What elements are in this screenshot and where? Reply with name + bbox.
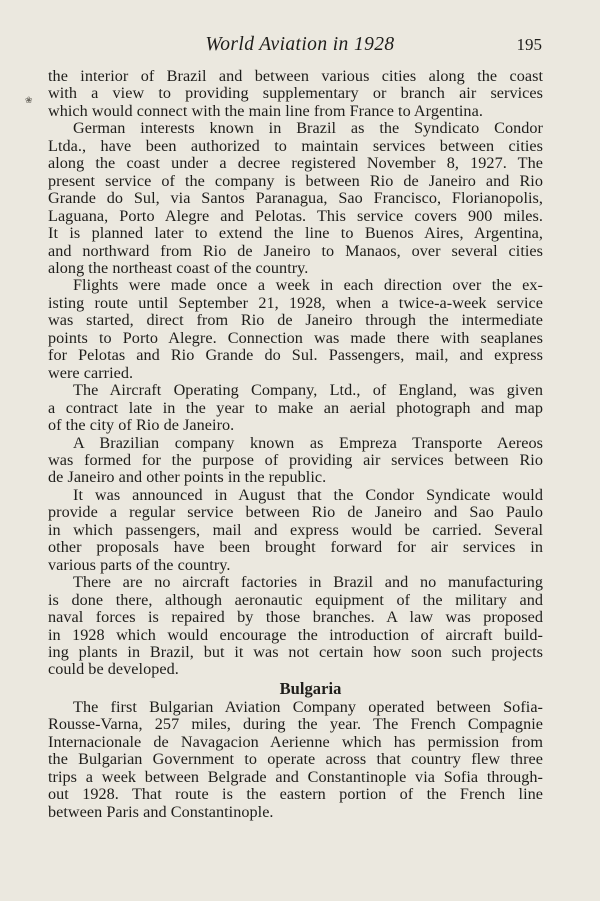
text-line: in 1928 which would encourage the introduction of aircraft build-: [48, 625, 543, 644]
text-line: for Pelotas and Rio Grande do Sul. Passengers, mail, and express: [48, 346, 543, 365]
paragraph: [48, 487, 543, 574]
text-line: German interests known in Brazil as the Syndicato Condor: [73, 119, 543, 138]
text-line: isting route until September 21, 1928, when a twice-a-week service: [48, 293, 543, 312]
text-line: of the city of Rio de Janeiro.: [48, 416, 235, 435]
paragraph: [48, 435, 543, 487]
text-line: along the coast under a decree registered November 8, 1927. The: [48, 154, 543, 173]
text-line: was formed for the purpose of providing air services between Rio: [48, 450, 543, 469]
text-line: ing plants in Brazil, but it was not certain how soon such projects: [48, 642, 543, 661]
text-line: other proposals have been brought forward for air services in: [48, 538, 543, 557]
text-line: The Aircraft Operating Company, Ltd., of England, was given: [73, 381, 543, 400]
text-line: naval forces is repaired by those branches. A law was proposed: [48, 608, 543, 627]
section-heading: Bulgaria: [279, 678, 342, 698]
text-line: points to Porto Alegre. Connection was made there with seaplanes: [48, 328, 543, 347]
text-line: out 1928. That route is the eastern portion of the French line: [48, 785, 543, 804]
text-line: along the northeast coast of the country.: [48, 258, 309, 277]
page-number: 195: [516, 35, 542, 54]
text-line: various parts of the country.: [48, 555, 231, 574]
paragraph: [48, 699, 543, 821]
body-text: [48, 68, 543, 821]
text-line: was started, direct from Rio de Janeiro through the intermediate: [48, 311, 543, 330]
text-line: the interior of Brazil and between various cities along the coast: [48, 67, 543, 85]
paragraph: [48, 574, 543, 679]
text-line: were carried.: [48, 363, 134, 382]
text-line: Grande do Sul, via Santos Paranagua, Sao Francisco, Florianopolis,: [48, 189, 543, 208]
text-line: Flights were made once a week in each direction over the ex-: [73, 276, 543, 295]
text-line: and northward from Rio de Janeiro to Manaos, over several cities: [48, 241, 543, 260]
paragraph: [48, 120, 543, 277]
text-line: with a view to providing supplementary or branch air services: [48, 84, 543, 103]
margin-mark: ❀: [25, 95, 33, 105]
paragraph: [48, 68, 543, 120]
text-line: Ltda., have been authorized to maintain services between cities: [48, 136, 543, 155]
running-head: [0, 30, 600, 56]
text-line: It is planned later to extend the line to Buenos Aires, Argentina,: [48, 224, 543, 243]
text-line: is done there, although aeronautic equipment of the military and: [48, 590, 543, 609]
text-line: Laguana, Porto Alegre and Pelotas. This service covers 900 miles.: [48, 206, 543, 225]
text-line: in which passengers, mail and express would be carried. Several: [48, 520, 543, 539]
running-head-title: World Aviation in 1928: [205, 34, 395, 55]
paragraph: [48, 382, 543, 434]
text-line: provide a regular service between Rio de Janeiro and Sao Paulo: [48, 503, 543, 522]
text-line: Rousse-Varna, 257 miles, during the year. The French Compagnie: [48, 715, 543, 734]
text-line: The first Bulgarian Aviation Company operated between Sofia-: [73, 697, 543, 716]
text-line: trips a week between Belgrade and Constantinople via Sofia through-: [48, 767, 543, 786]
text-line: It was announced in August that the Condor Syndicate would: [73, 485, 543, 504]
text-line: which would connect with the main line from France to Argentina.: [48, 101, 483, 120]
text-line: Internacionale de Navagacion Aerienne which has permission from: [48, 732, 543, 751]
text-line: between Paris and Constantinople.: [48, 802, 274, 821]
text-line: present service of the company is between Rio de Janeiro and Rio: [48, 171, 543, 190]
text-line: A Brazilian company known as Empreza Transporte Aereos: [73, 433, 543, 452]
text-line: a contract late in the year to make an aerial photograph and map: [48, 398, 543, 417]
text-line: the Bulgarian Government to operate across that country flew three: [48, 750, 543, 769]
text-line: de Janeiro and other points in the republic.: [48, 468, 327, 487]
text-line: could be developed.: [48, 660, 179, 679]
text-line: There are no aircraft factories in Brazil and no manufacturing: [73, 573, 543, 592]
paragraph: [48, 277, 543, 382]
